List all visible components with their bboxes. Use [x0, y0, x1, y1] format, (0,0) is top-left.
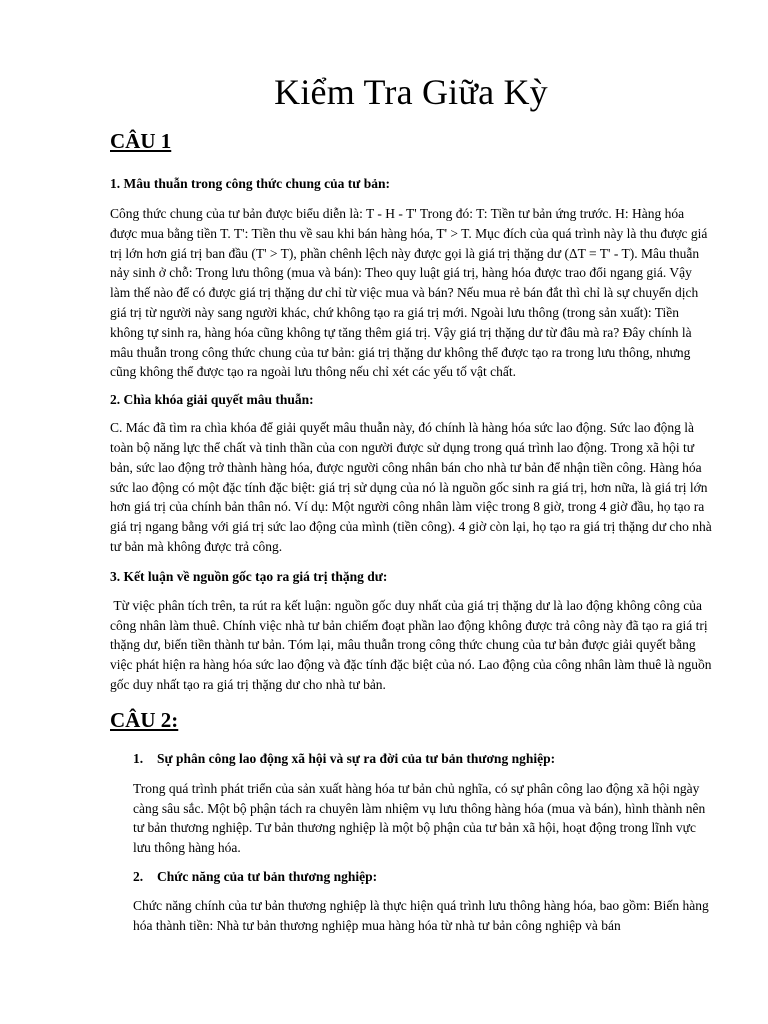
numbered-list	[110, 750, 712, 936]
section-1-heading: 1. Mâu thuẫn trong công thức chung của tư bản:	[110, 176, 390, 191]
section-1-paragraph: Công thức chung của tư bản được biểu diễn là: T - H - T' Trong đó: T: Tiền tư bản ứng trước. H: Hàng hóa được mua bằng tiền T. T': Tiền thu về sau khi bán hàng hóa, T' > T. Mục đích của quá trình này là thu được giá trị lớn hơn giá trị ban đầu (T' > T), phần chênh lệch này được gọi là giá trị thặng dư (ΔT = T' - T). Mâu thuẫn nảy sinh ở chỗ: Trong lưu thông (mua và bán): Theo quy luật giá trị, hàng hóa được trao đổi ngang giá. Vậy làm thế nào để có được giá trị thặng dư chỉ từ việc mua và bán? Nếu mua rẻ bán đắt thì chỉ là sự chuyển dịch giá trị từ người này sang người khác, chứ không tạo ra giá trị mới. Ngoài lưu thông (trong sản xuất): Tiền không tự sinh ra, hàng hóa cũng không tự tăng thêm giá trị. Vậy giá trị thặng dư từ đâu mà ra? Đây chính là mâu thuẫn trong công thức chung của tư bản: giá trị thặng dư không thể được tạo ra trong lưu thông, nhưng cũng không thể được tạo ra ngoài lưu thông nếu chỉ xét các yếu tố vật chất.	[110, 206, 708, 380]
section-3-heading: 3. Kết luận về nguồn gốc tạo ra giá trị thặng dư:	[110, 568, 388, 584]
list-item-1-heading	[133, 750, 712, 768]
question-1-heading: CÂU 1	[110, 129, 172, 153]
list-item-2-heading	[133, 868, 712, 886]
list-item-1-paragraph: Trong quá trình phát triển của sản xuất hàng hóa tư bản chủ nghĩa, có sự phân công lao động xã hội ngày càng sâu sắc. Một bộ phận tách ra chuyên làm nhiệm vụ lưu thông hàng hóa (mua và bán), hình thành nên tư bản thương nghiệp. Tư bản thương nghiệp là một bộ phận của tư bản xã hội, hoạt động trong lĩnh vực lưu thông hàng hóa.	[133, 780, 706, 856]
question-2-heading: CÂU 2:	[110, 707, 179, 732]
list-item-2-paragraph: Chức năng chính của tư bản thương nghiệp là thực hiện quá trình lưu thông hàng hóa, bao gồm: Biến hàng hóa thành tiền: Nhà tư bản thương nghiệp mua hàng hóa từ nhà tư bản công nghiệp và bán	[133, 897, 709, 933]
section-2-heading: 2. Chìa khóa giải quyết mâu thuẫn:	[110, 392, 314, 408]
list-item-number: 1.	[133, 750, 144, 766]
section-2-paragraph: C. Mác đã tìm ra chìa khóa để giải quyết mâu thuẫn này, đó chính là hàng hóa sức lao động. Sức lao động là toàn bộ năng lực thể chất và tinh thần của con người được sử dụng trong quá trình lao động. Trong xã hội tư bản, sức lao động trở thành hàng hóa, được người công nhân bán cho nhà tư bản để nhận tiền công. Hàng hóa sức lao động có một đặc tính đặc biệt: giá trị sử dụng của nó là nguồn gốc sinh ra giá trị, hơn nữa, là giá trị lớn hơn giá trị của chính bản thân nó. Ví dụ: Một người công nhân làm việc trong 8 giờ, trong 4 giờ đầu, họ tạo ra giá trị ngang bằng với giá trị sức lao động của mình (tiền công). 4 giờ còn lại, họ tạo ra giá trị thặng dư cho nhà tư bản mà không được trả công.	[110, 420, 712, 554]
list-item-title: Sự phân công lao động xã hội và sự ra đời của tư bản thương nghiệp:	[157, 750, 556, 766]
section-3-paragraph: Từ việc phân tích trên, ta rút ra kết luận: nguồn gốc duy nhất của giá trị thặng dư là lao động không công của công nhân làm thuê. Chính việc nhà tư bản chiếm đoạt phần lao động không được trả công này đã tạo ra giá trị thặng dư, biến tiền thành tư bản. Tóm lại, mâu thuẫn trong công thức chung của tư bản được giải quyết bằng việc phát hiện ra hàng hóa sức lao động và đặc tính đặc biệt của nó. Lao động của công nhân làm thuê là nguồn gốc duy nhất tạo ra giá trị thặng dư cho nhà tư bản.	[110, 597, 715, 692]
list-item-title: Chức năng của tư bản thương nghiệp:	[157, 868, 378, 884]
list-item-number: 2.	[133, 868, 144, 884]
document-title: Kiểm Tra Giữa Kỳ	[274, 72, 548, 112]
